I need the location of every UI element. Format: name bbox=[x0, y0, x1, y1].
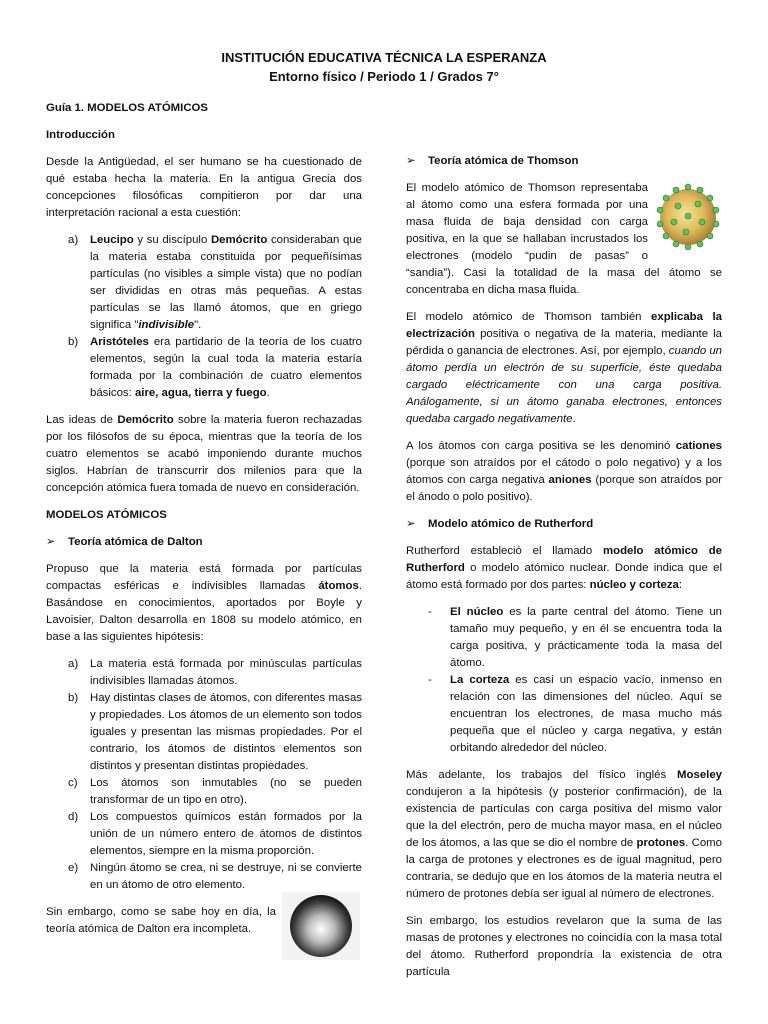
thomson-paragraph-2: El modelo atómico de Thomson también explicaba la electrización positiva o negativa de la materia, mediante la pérdida o ganancia de electrones. Así, por ejemplo, cuando un átomo perdía un electrón de su superficie, éste quedaba cargado eléctricamente con una carga positiva. Análogamente, si un átomo ganaba electrones, entonces quedaba cargado negativamente. bbox=[406, 311, 723, 425]
thomson-block bbox=[406, 180, 722, 309]
dalton-heading: ➢ Teoría atómica de Dalton bbox=[46, 534, 362, 551]
thomson-paragraph-3: A los átomos con carga positiva se les denominó cationes (porque son atraídos por el cátodo o polo negativo) y a los átomos con carga negativa aniones (porque son atraídos por el ánodo o polo positivo). bbox=[406, 440, 723, 503]
dalton-closing-row bbox=[46, 904, 362, 938]
dalton-sphere-image bbox=[282, 892, 360, 960]
democrito-paragraph: Las ideas de Demócrito sobre la materia fueron rechazadas por los filósofos de su época, mientras que la teoría de los cuatro elementos se acabó imponiendo durante muchos siglos. Habrían de transcurrir dos milenios para que la concepción atómica fuera tomada de nuevo en consideración. bbox=[46, 414, 362, 494]
thomson-plum-pudding-image bbox=[654, 182, 722, 250]
list-item: e) Ningún átomo se crea, ni se destruye, ni se convierte en un átomo de otro elemento. bbox=[68, 862, 362, 891]
guide-title: Guía 1. MODELOS ATÓMICOS bbox=[46, 102, 209, 114]
list-item: - La corteza es casi un espacio vacío, inmenso en relación con las dimensiones del núcleo. Aquí se encuentran los electrones, de masa mucho más pequeña que el núcleo y carga negativa, y están orbitando alrededor del núcleo. bbox=[428, 674, 723, 754]
rutherford-heading: ➢ Modelo atómico de Rutherford bbox=[406, 516, 722, 533]
thomson-paragraph-1: El modelo atómico de Thomson representaba al átomo como una esfera formada por una masa fluida de baja densidad con carga positiva, en la que se hallaban incrustados los electrones (modelo “pudin de pasas” o “sandia”). Casi la totalidad de la masa del átomo se concentraba en dicha masa fluida. bbox=[406, 182, 722, 296]
list-item: b) Aristóteles era partidario de la teoría de los cuatro elementos, según la cual toda la materia estaría formada por la combinación de cuatro elementos básicos: aire, agua, tierra y fuego. bbox=[68, 336, 362, 399]
right-column bbox=[406, 153, 722, 991]
left-column bbox=[46, 100, 362, 948]
modelos-heading: MODELOS ATÓMICOS bbox=[46, 509, 167, 521]
document-header bbox=[0, 48, 768, 86]
institution-title: INSTITUCIÓN EDUCATIVA TÉCNICA LA ESPERANZA bbox=[221, 50, 547, 65]
rutherford-parts-list bbox=[406, 604, 722, 757]
intro-paragraph: Desde la Antigüedad, el ser humano se ha cuestionado de qué estaba hecha la materia. En la antigua Grecia dos concepciones filosóficas compitieron por dar una interpretación racional a esta cuestión: bbox=[46, 156, 362, 219]
thomson-heading: ➢ Teoría atómica de Thomson bbox=[406, 153, 722, 170]
rutherford-paragraph: Rutherford estableció el llamado modelo atómico de Rutherford o modelo atómico nuclear. Donde indica que el átomo está formado por dos partes: núcleo y corteza: bbox=[406, 545, 723, 591]
course-subtitle: Entorno físico / Periodo 1 / Grados 7° bbox=[269, 69, 499, 84]
dalton-closing: Sin embargo, como se sabe hoy en día, la teoría atómica de Dalton era incompleta. bbox=[46, 906, 276, 935]
list-item: a) La materia está formada por minúsculas partículas indivisibles llamadas átomos. bbox=[68, 658, 362, 687]
moseley-paragraph: Más adelante, los trabajos del físico inglés Moseley condujeron a la hipótesis (y posterior confirmación), de la existencia de partículas con carga positiva del mismo valor que la del electrón, pero de mucha mayor masa, en el núcleo de los átomos, a las que se dio el nombre de protones. Como la carga de protones y electrones es de igual magnitud, pero contraria, se dedujo que en los átomos de la materia neutra el número de protones debía ser igual al número de electrones. bbox=[406, 769, 722, 900]
list-item: a) Leucipo y su discípulo Demócrito consideraban que la materia estaba constituida por pequeñísimas partículas (no visibles a simple vista) que no podían ser divididas en otras más pequeñas. A estas partículas se las llamó átomos, que en griego significa "indivisible". bbox=[68, 234, 362, 331]
list-item: c) Los átomos son inmutables (no se pueden transformar de un tipo en otro). bbox=[68, 777, 362, 806]
list-item: - El núcleo es la parte central del átomo. Tiene un tamaño muy pequeño, y en él se encuentra toda la carga positiva, y prácticamente toda la masa del átomo. bbox=[428, 606, 723, 669]
arrow-bullet-icon: ➢ bbox=[406, 155, 416, 167]
arrow-bullet-icon: ➢ bbox=[46, 536, 56, 548]
final-paragraph: Sin embargo, los estudios revelaron que la suma de las masas de protones y electrones no coincidía con la masa total del átomo. Rutherford propondría la existencia de otra partícula bbox=[406, 915, 722, 978]
list-item: b) Hay distintas clases de átomos, con diferentes masas y propiedades. Los átomos de un elemento son todos iguales y presentan las mismas propiedades. Por el contrario, los átomos de distintos elementos son distintos y presentan distintas propiedades. bbox=[68, 692, 362, 772]
greek-concepts-list bbox=[46, 232, 362, 402]
dalton-hypotheses-list bbox=[46, 656, 362, 894]
list-item: d) Los compuestos químicos están formados por la unión de un número entero de átomos de distintos elementos, siempre en la misma proporción. bbox=[68, 811, 362, 857]
arrow-bullet-icon: ➢ bbox=[406, 518, 416, 530]
intro-heading: Introducción bbox=[46, 129, 115, 141]
dalton-paragraph: Propuso que la materia está formada por partículas compactas esféricas e indivisibles llamadas átomos. Basándose en conocimientos, aportados por Boyle y Lavoisier, Dalton desarrolla en 1808 su modelo atómico, en base a las siguientes hipótesis: bbox=[46, 563, 362, 643]
